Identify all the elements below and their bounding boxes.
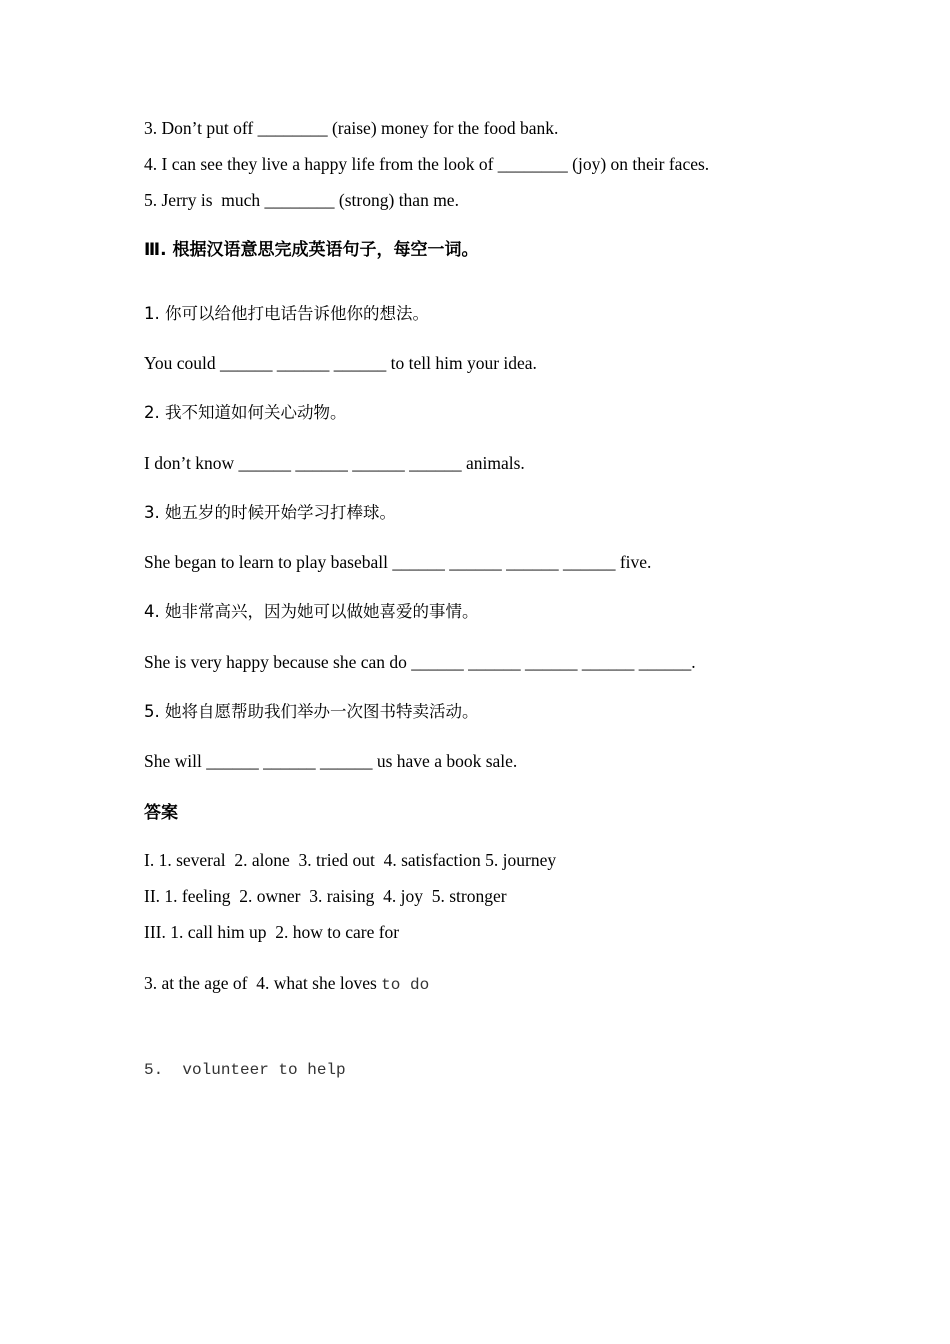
answers-line-2: II. 1. feeling 2. owner 3. raising 4. joy 5. stronger [144,886,507,906]
section-3-item-5-english: She will ______ ______ ______ us have a book sale. [144,751,518,771]
section-3-item-2-chinese: 2. 我不知道如何关心动物。 [144,403,347,422]
section-3-item-3-chinese: 3. 她五岁的时候开始学习打棒球。 [144,503,396,522]
answers-line-4-main: 3. at the age of 4. what she loves [144,973,382,993]
section-3-item-4-chinese: 4. 她非常高兴，因为她可以做她喜爱的事情。 [144,602,479,621]
answers-line-4-tail: to do [381,976,430,994]
exercise-2-question-5: 5. Jerry is much ________ (strong) than me. [144,190,459,210]
answers-line-5: 5. volunteer to help [144,1061,346,1079]
exercise-2-question-4: 4. I can see they live a happy life from the look of ________ (joy) on their faces. [144,154,710,174]
answers-line-1: I. 1. several 2. alone 3. tried out 4. satisfaction 5. journey [144,850,557,870]
answers-line-3: III. 1. call him up 2. how to care for [144,922,400,942]
answers-line-4 [144,972,429,996]
section-3-item-3-english: She began to learn to play baseball ______ ______ ______ ______ five. [144,552,652,572]
section-3-item-4-english: She is very happy because she can do ______ ______ ______ ______ ______. [144,652,696,672]
exercise-2-question-3: 3. Don’t put off ________ (raise) money for the food bank. [144,118,559,138]
section-3-item-2-english: I don’t know ______ ______ ______ ______ animals. [144,453,525,473]
section-3-item-5-chinese: 5. 她将自愿帮助我们举办一次图书特卖活动。 [144,702,479,721]
section-3-item-1-chinese: 1. 你可以给他打电话告诉他你的想法。 [144,304,429,323]
section-3-heading: Ⅲ. 根据汉语意思完成英语句子，每空一词。 [144,240,479,260]
section-3-item-1-english: You could ______ ______ ______ to tell him your idea. [144,353,537,373]
answers-heading: 答案 [144,803,178,823]
